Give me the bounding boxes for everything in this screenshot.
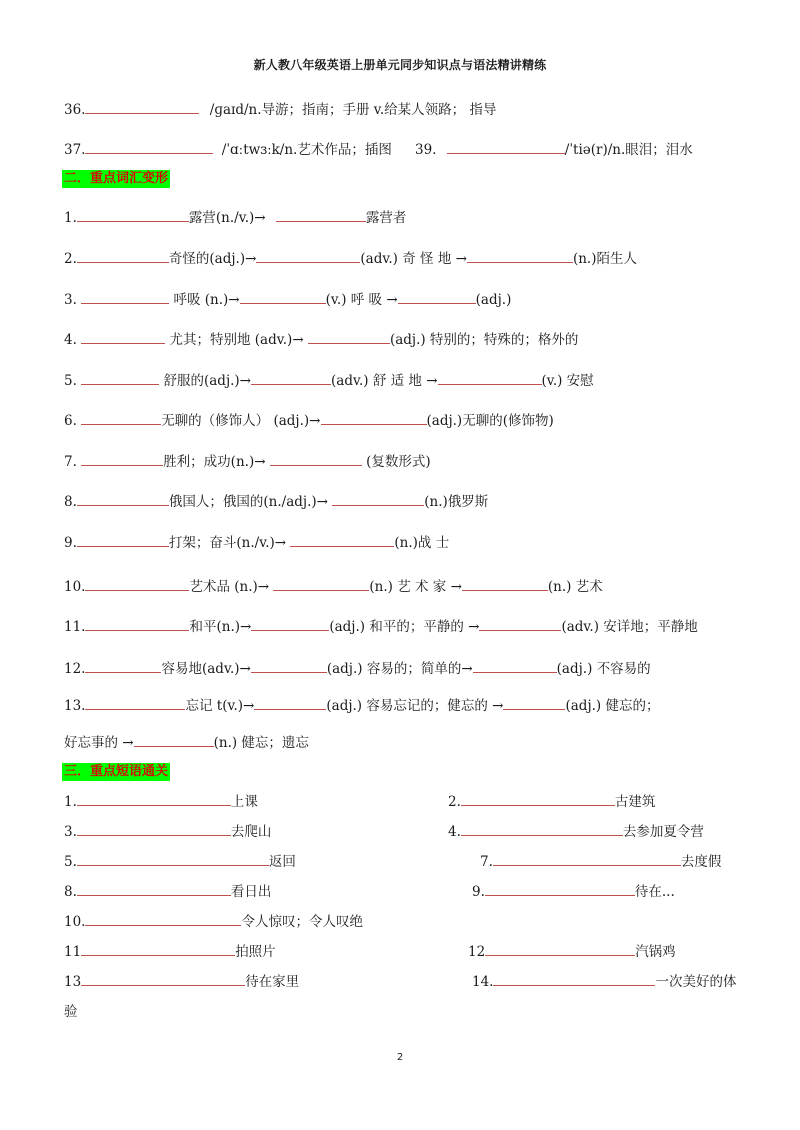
phrase-item-14 [472, 972, 736, 991]
answer-blank[interactable] [134, 733, 214, 747]
item-number: 6. [64, 413, 77, 429]
item-number: 10. [64, 914, 86, 930]
word-form-item-10 [64, 577, 603, 596]
answer-blank[interactable] [447, 140, 565, 154]
answer-blank[interactable] [321, 411, 427, 425]
item-text: 令人惊叹；令人叹绝 [241, 914, 363, 930]
answer-blank[interactable] [85, 659, 161, 673]
word-form-item-5 [64, 371, 594, 390]
item-text: (adv.) 奇 怪 地 → [360, 251, 467, 267]
answer-blank[interactable] [77, 852, 269, 866]
item-text: (adj.) 特别的；特殊的；格外的 [389, 332, 579, 348]
item-text: (n.)俄罗斯 [424, 494, 489, 510]
item-text: (adj.) 不容易的 [556, 661, 651, 677]
vocab-item-39 [415, 140, 693, 159]
item-number: 2. [448, 794, 461, 810]
phrase-item-1 [64, 792, 258, 811]
answer-blank[interactable] [308, 330, 390, 344]
word-form-item-6 [64, 411, 554, 430]
item-text: (v.) 安慰 [541, 373, 594, 389]
answer-blank[interactable] [81, 330, 165, 344]
answer-blank[interactable] [461, 792, 615, 806]
item-number: 1. [64, 794, 77, 810]
answer-blank[interactable] [85, 617, 189, 631]
phrase-item-8 [64, 882, 271, 901]
answer-blank[interactable] [85, 140, 213, 154]
item-text: 露营(n./v.)→ [188, 210, 266, 226]
item-number: 36. [64, 102, 86, 118]
item-number: 5. [64, 854, 77, 870]
item-text: (v.) 呼 吸 → [325, 292, 398, 308]
answer-blank[interactable] [77, 533, 169, 547]
item-text: 俄国人；俄国的(n./adj.)→ [168, 494, 328, 510]
item-definition: /ɡaɪd/n.导游；指南；手册 v.给某人领路； 指导 [209, 102, 497, 118]
item-number: 13. [64, 698, 86, 714]
item-text: 待在家里 [245, 974, 300, 990]
item-text: 无聊的（修饰人） (adj.)→ [161, 413, 321, 429]
answer-blank[interactable] [77, 492, 169, 506]
item-number: 8. [64, 884, 77, 900]
word-form-item-3 [64, 290, 511, 309]
phrase-item-11 [64, 942, 276, 961]
item-text: (adv.) 安详地；平静地 [561, 619, 698, 635]
answer-blank[interactable] [462, 577, 548, 591]
item-number: 4. [448, 824, 461, 840]
phrase-item-13 [64, 972, 299, 991]
word-form-item-2 [64, 249, 637, 268]
phrase-item-2 [448, 792, 655, 811]
item-number: 14. [472, 974, 494, 990]
item-text: (n.)战 士 [394, 535, 450, 551]
section-heading-word-forms: 二．重点词汇变形 [64, 171, 169, 186]
word-form-item-12 [64, 659, 651, 678]
item-text: 容易地(adv.)→ [161, 661, 251, 677]
item-number: 10. [64, 579, 86, 595]
answer-blank[interactable] [276, 208, 366, 222]
item-text: 胜利；成功(n.)→ [163, 454, 266, 470]
phrase-item-14-continued: 验 [64, 1004, 78, 1020]
item-text: (adj.) 和平的；平静的 → [329, 619, 480, 635]
phrase-item-3 [64, 822, 271, 841]
item-text: 和平(n.)→ [189, 619, 252, 635]
answer-blank[interactable] [85, 912, 241, 926]
item-number: 5. [64, 373, 77, 389]
item-text: 去参加夏令营 [622, 824, 704, 840]
answer-blank[interactable] [251, 371, 331, 385]
item-number: 7. [64, 454, 77, 470]
answer-blank[interactable] [473, 659, 557, 673]
item-number: 1. [64, 210, 77, 226]
item-number: 39. [415, 142, 437, 158]
word-form-item-7 [64, 452, 431, 471]
answer-blank[interactable] [485, 942, 635, 956]
answer-blank[interactable] [398, 290, 476, 304]
item-number: 8. [64, 494, 77, 510]
item-definition: /ˈtiə(r)/n.眼泪；泪水 [564, 142, 693, 158]
answer-blank[interactable] [254, 696, 326, 710]
word-form-item-9 [64, 533, 449, 552]
answer-blank[interactable] [332, 492, 424, 506]
item-text: 待在... [634, 884, 675, 900]
word-form-item-11 [64, 617, 698, 636]
item-text: (复数形式) [366, 454, 431, 470]
answer-blank[interactable] [467, 249, 573, 263]
answer-blank[interactable] [479, 617, 561, 631]
answer-blank[interactable] [85, 696, 185, 710]
item-text: (adj.) 容易忘记的；健忘的 → [326, 698, 504, 714]
answer-blank[interactable] [77, 882, 231, 896]
item-text: (adj.)无聊的(修饰物) [426, 413, 554, 429]
item-text: 打架；奋斗(n./v.)→ [168, 535, 287, 551]
answer-blank[interactable] [81, 942, 235, 956]
item-text: 一次美好的体 [655, 974, 737, 990]
item-text: (adj.) [475, 292, 512, 308]
item-text: 奇怪的(adj.)→ [168, 251, 257, 267]
item-number: 37. [64, 142, 86, 158]
item-number: 11 [64, 944, 82, 960]
word-form-item-1 [64, 208, 406, 227]
item-text: 去度假 [680, 854, 722, 870]
answer-blank[interactable] [503, 696, 565, 710]
item-text: (n.)陌生人 [572, 251, 637, 267]
item-text: 去爬山 [230, 824, 272, 840]
answer-blank[interactable] [81, 290, 169, 304]
item-text: 呼吸 (n.)→ [173, 292, 240, 308]
item-text: 尤其；特别地 (adv.)→ [169, 332, 304, 348]
answer-blank[interactable] [493, 852, 681, 866]
section-heading-phrases: 三．重点短语通关 [64, 764, 169, 779]
phrase-item-5 [64, 852, 296, 871]
answer-blank[interactable] [81, 452, 163, 466]
item-number: 4. [64, 332, 77, 348]
answer-blank[interactable] [77, 249, 169, 263]
item-number: 11. [64, 619, 86, 635]
answer-blank[interactable] [81, 411, 161, 425]
answer-blank[interactable] [273, 577, 369, 591]
answer-blank[interactable] [438, 371, 542, 385]
answer-blank[interactable] [270, 452, 362, 466]
answer-blank[interactable] [461, 822, 623, 836]
item-text: 返回 [268, 854, 296, 870]
item-number: 3. [64, 824, 77, 840]
phrase-item-4 [448, 822, 704, 841]
answer-blank[interactable] [77, 208, 189, 222]
item-text: 忘记 t(v.)→ [185, 698, 255, 714]
answer-blank[interactable] [85, 100, 199, 114]
item-definition: /ˈɑːtwɜːk/n.艺术作品；插图 [221, 142, 392, 158]
answer-blank[interactable] [77, 792, 231, 806]
answer-blank[interactable] [290, 533, 394, 547]
item-number: 2. [64, 251, 77, 267]
item-text: 露营者 [365, 210, 407, 226]
item-text: 好忘事的 → [64, 735, 134, 751]
item-text: 看日出 [230, 884, 272, 900]
phrase-item-7 [480, 852, 721, 871]
item-text: (n.) 艺 术 家 → [369, 579, 462, 595]
answer-blank[interactable] [485, 882, 635, 896]
item-text: (n.) 健忘；遗忘 [213, 735, 309, 751]
answer-blank[interactable] [85, 577, 189, 591]
item-text: 舒服的(adj.)→ [163, 373, 251, 389]
item-number: 7. [480, 854, 493, 870]
phrase-item-12 [468, 942, 676, 961]
item-number: 9. [472, 884, 485, 900]
page-number: 2 [396, 1052, 404, 1063]
answer-blank[interactable] [81, 972, 245, 986]
word-form-item-13 [64, 696, 659, 715]
item-text: 上课 [230, 794, 258, 810]
word-form-item-4 [64, 330, 578, 349]
item-text: 拍照片 [235, 944, 276, 960]
answer-blank[interactable] [251, 659, 327, 673]
answer-blank[interactable] [251, 617, 329, 631]
item-number: 13 [64, 974, 82, 990]
answer-blank[interactable] [256, 249, 360, 263]
answer-blank[interactable] [240, 290, 326, 304]
item-text: 汽锅鸡 [635, 944, 676, 960]
item-text: (adv.) 舒 适 地 → [331, 373, 438, 389]
item-text: (n.) 艺术 [547, 579, 603, 595]
vocab-item-36 [64, 100, 496, 119]
vocab-item-37 [64, 140, 392, 159]
word-form-item-13-continued [64, 733, 309, 752]
item-number: 3. [64, 292, 77, 308]
answer-blank[interactable] [81, 371, 159, 385]
phrase-item-9 [472, 882, 675, 901]
item-number: 12 [468, 944, 486, 960]
answer-blank[interactable] [493, 972, 655, 986]
item-number: 9. [64, 535, 77, 551]
page-title: 新人教八年级英语上册单元同步知识点与语法精讲精练 [253, 58, 547, 72]
item-text: (adj.) 容易的；简单的→ [326, 661, 473, 677]
item-text: 艺术品 (n.)→ [189, 579, 270, 595]
answer-blank[interactable] [77, 822, 231, 836]
word-form-item-8 [64, 492, 488, 511]
item-text: (adj.) 健忘的； [565, 698, 660, 714]
phrase-item-10 [64, 912, 363, 931]
item-text: 古建筑 [614, 794, 656, 810]
item-number: 12. [64, 661, 86, 677]
